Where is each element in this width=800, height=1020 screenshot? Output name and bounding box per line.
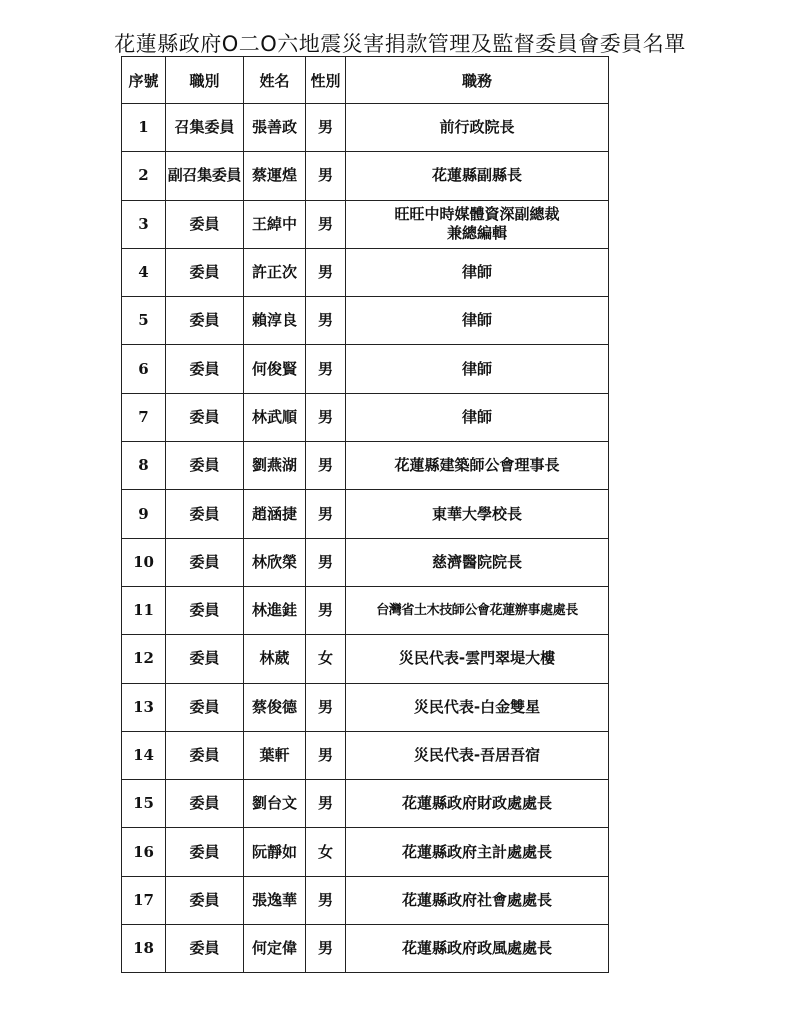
table-row [122,876,609,924]
cell-name: 賴淳良 [244,297,306,345]
table-row [122,345,609,393]
cell-gender: 女 [306,635,346,683]
cell-gender: 男 [306,586,346,634]
cell-seq: 14 [122,731,166,779]
table-row [122,538,609,586]
cell-name: 趙涵捷 [244,490,306,538]
header-duty: 職務 [346,57,609,104]
cell-name: 許正次 [244,248,306,296]
cell-name: 林進銈 [244,586,306,634]
cell-role: 委員 [166,586,244,634]
cell-name: 蔡運煌 [244,152,306,200]
cell-seq: 3 [122,200,166,248]
cell-role: 委員 [166,200,244,248]
table-row [122,442,609,490]
table-row [122,490,609,538]
cell-duty: 前行政院長 [346,104,609,152]
cell-role: 委員 [166,393,244,441]
table-row [122,297,609,345]
cell-gender: 男 [306,104,346,152]
header-seq: 序號 [122,57,166,104]
cell-name: 劉台文 [244,780,306,828]
cell-name: 蔡俊德 [244,683,306,731]
cell-name: 張逸華 [244,876,306,924]
cell-role: 委員 [166,635,244,683]
cell-name: 林欣榮 [244,538,306,586]
table-row [122,152,609,200]
cell-duty: 慈濟醫院院長 [346,538,609,586]
cell-seq: 9 [122,490,166,538]
cell-gender: 男 [306,925,346,973]
table-row [122,393,609,441]
cell-gender: 男 [306,683,346,731]
table-row [122,828,609,876]
table-row [122,925,609,973]
cell-role: 委員 [166,876,244,924]
cell-gender: 男 [306,152,346,200]
table-row [122,780,609,828]
cell-role: 委員 [166,538,244,586]
document-title: 花蓮縣政府O二O六地震災害捐款管理及監督委員會委員名單 [114,32,686,56]
cell-name: 阮靜如 [244,828,306,876]
cell-seq: 11 [122,586,166,634]
cell-role: 召集委員 [166,104,244,152]
cell-gender: 男 [306,780,346,828]
cell-seq: 12 [122,635,166,683]
cell-gender: 男 [306,248,346,296]
cell-duty: 律師 [346,297,609,345]
cell-seq: 8 [122,442,166,490]
cell-duty: 花蓮縣政府政風處處長 [346,925,609,973]
cell-gender: 男 [306,297,346,345]
cell-gender: 男 [306,490,346,538]
cell-gender: 男 [306,731,346,779]
table-row [122,635,609,683]
cell-duty: 災民代表-吾居吾宿 [346,731,609,779]
cell-seq: 1 [122,104,166,152]
cell-role: 委員 [166,828,244,876]
header-name: 姓名 [244,57,306,104]
cell-name: 劉燕湖 [244,442,306,490]
cell-name: 林武順 [244,393,306,441]
cell-duty: 花蓮縣政府財政處處長 [346,780,609,828]
cell-seq: 18 [122,925,166,973]
cell-gender: 女 [306,828,346,876]
cell-gender: 男 [306,200,346,248]
cell-seq: 4 [122,248,166,296]
cell-seq: 17 [122,876,166,924]
cell-seq: 5 [122,297,166,345]
cell-gender: 男 [306,538,346,586]
committee-roster-table [121,56,609,973]
table-row [122,731,609,779]
cell-gender: 男 [306,345,346,393]
table-row [122,200,609,248]
cell-seq: 7 [122,393,166,441]
cell-name: 林葳 [244,635,306,683]
cell-duty: 台灣省土木技師公會花蓮辦事處處長 [346,586,609,634]
cell-role: 委員 [166,731,244,779]
cell-seq: 15 [122,780,166,828]
cell-duty: 花蓮縣副縣長 [346,152,609,200]
cell-duty: 花蓮縣政府社會處處長 [346,876,609,924]
cell-role: 委員 [166,490,244,538]
cell-role: 委員 [166,248,244,296]
cell-seq: 13 [122,683,166,731]
table-header-row [122,57,609,104]
cell-role: 委員 [166,297,244,345]
cell-role: 委員 [166,925,244,973]
table-row [122,683,609,731]
cell-seq: 10 [122,538,166,586]
cell-gender: 男 [306,393,346,441]
cell-duty: 律師 [346,248,609,296]
cell-gender: 男 [306,876,346,924]
header-gender: 性別 [306,57,346,104]
cell-duty: 旺旺中時媒體資深副總裁 兼總編輯 [346,200,609,248]
cell-name: 何俊賢 [244,345,306,393]
cell-duty: 花蓮縣建築師公會理事長 [346,442,609,490]
cell-name: 何定偉 [244,925,306,973]
cell-role: 副召集委員 [166,152,244,200]
cell-seq: 2 [122,152,166,200]
cell-role: 委員 [166,442,244,490]
cell-name: 王綽中 [244,200,306,248]
cell-role: 委員 [166,683,244,731]
cell-role: 委員 [166,780,244,828]
cell-duty: 東華大學校長 [346,490,609,538]
table-row [122,104,609,152]
cell-duty: 律師 [346,393,609,441]
cell-duty: 花蓮縣政府主計處處長 [346,828,609,876]
table-row [122,586,609,634]
cell-name: 葉軒 [244,731,306,779]
cell-duty: 災民代表-雲門翠堤大樓 [346,635,609,683]
table-row [122,248,609,296]
cell-gender: 男 [306,442,346,490]
table-body [122,104,609,973]
cell-seq: 6 [122,345,166,393]
cell-role: 委員 [166,345,244,393]
cell-duty: 災民代表-白金雙星 [346,683,609,731]
header-role: 職別 [166,57,244,104]
cell-seq: 16 [122,828,166,876]
cell-duty: 律師 [346,345,609,393]
cell-name: 張善政 [244,104,306,152]
